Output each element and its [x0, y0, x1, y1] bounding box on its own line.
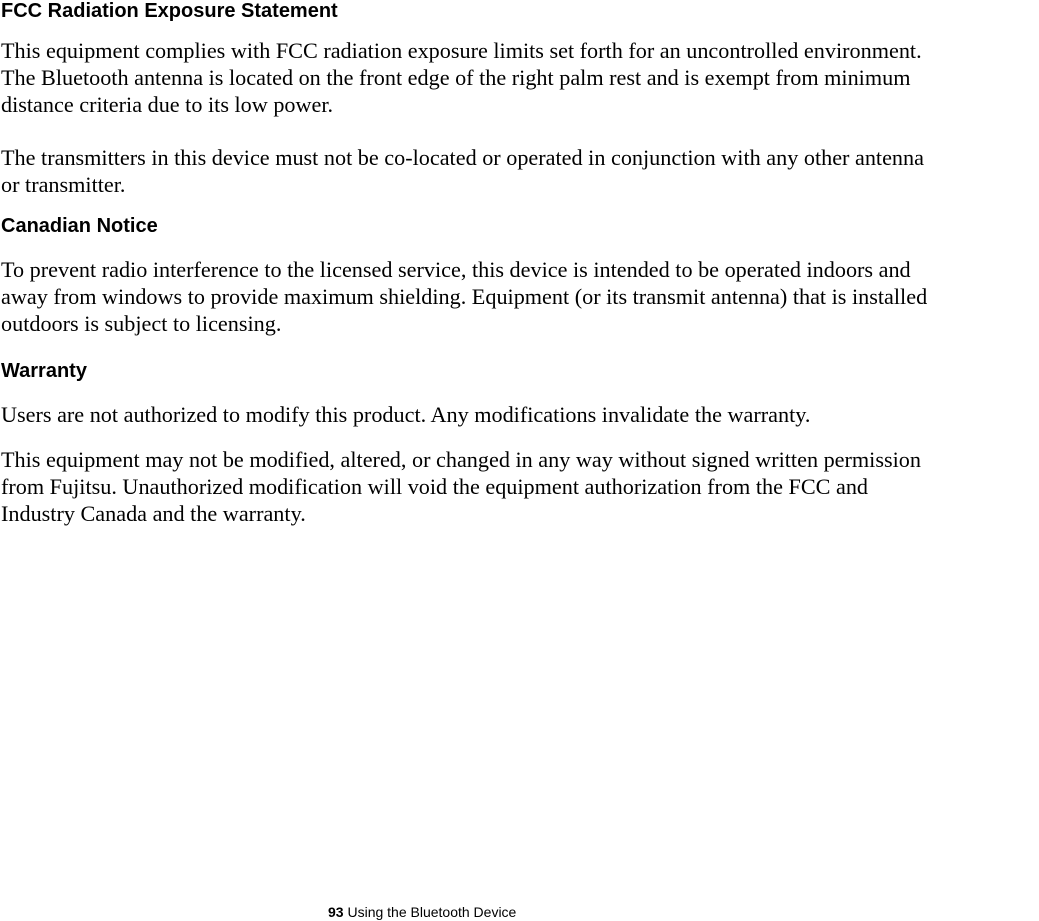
- paragraph-warranty-unauthorized: [1, 401, 810, 428]
- paragraph-line: away from windows to provide maximum shielding. Equipment (or its transmit antenna) that is installed: [1, 284, 928, 309]
- paragraph-line: or transmitter.: [1, 172, 126, 197]
- paragraph-line: distance criteria due to its low power.: [1, 92, 334, 117]
- page-number: 93: [328, 904, 344, 920]
- paragraph-canadian-notice: [1, 256, 927, 337]
- paragraph-line: The Bluetooth antenna is located on the front edge of the right palm rest and is exempt from minimum: [1, 65, 911, 90]
- paragraph-line: Users are not authorized to modify this product. Any modifications invalidate the warranty.: [1, 402, 811, 427]
- heading-canadian-notice: Canadian Notice: [1, 215, 158, 237]
- paragraph-line: Industry Canada and the warranty.: [1, 501, 306, 526]
- paragraph-line: This equipment complies with FCC radiation exposure limits set forth for an uncontrolled environment.: [1, 38, 922, 63]
- paragraph-line: To prevent radio interference to the licensed service, this device is intended to be operated indoors and: [1, 257, 911, 282]
- heading-warranty: Warranty: [1, 360, 87, 382]
- paragraph-fcc-exposure-limits: [1, 37, 922, 118]
- paragraph-warranty-permission: [1, 446, 921, 527]
- footer-title: Using the Bluetooth Device: [347, 904, 517, 920]
- heading-fcc-radiation-exposure: FCC Radiation Exposure Statement: [1, 0, 338, 22]
- paragraph-line: from Fujitsu. Unauthorized modification will void the equipment authorization from the FCC and: [1, 474, 869, 499]
- paragraph-line: The transmitters in this device must not be co-located or operated in conjunction with any other antenna: [1, 145, 924, 170]
- page-footer: [328, 903, 516, 921]
- paragraph-fcc-transmitters: [1, 144, 924, 198]
- paragraph-line: This equipment may not be modified, altered, or changed in any way without signed written permission: [1, 447, 921, 472]
- paragraph-line: outdoors is subject to licensing.: [1, 311, 282, 336]
